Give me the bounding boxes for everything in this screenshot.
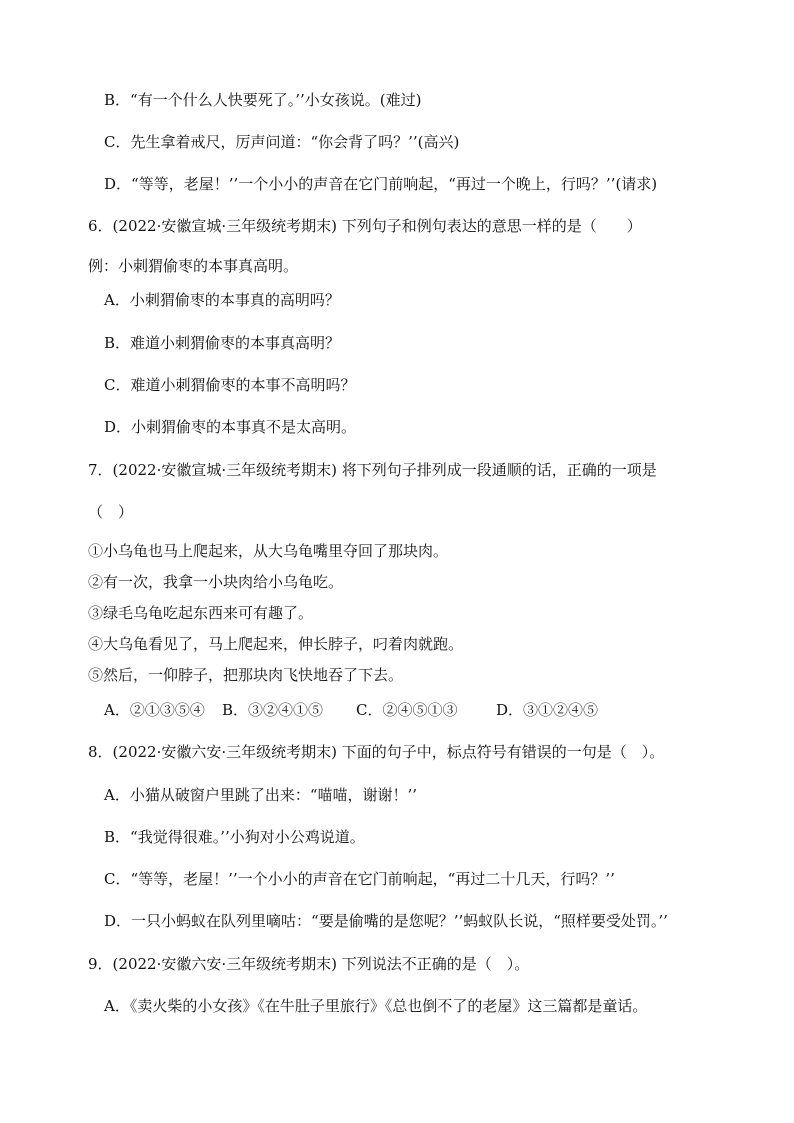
q5-option-c: C．先生拿着戒尺，厉声问道：“你会背了吗？’’(高兴) — [104, 133, 460, 151]
q7-choice-d: D．③①②④⑤ — [496, 701, 599, 719]
q7-stem: 7．(2022·安徽宣城·三年级统考期末) 将下列句子排列成一段通顺的话，正确的一项是 — [88, 461, 657, 479]
q7-choice-a: A．②①③⑤④ — [104, 701, 205, 719]
q7-sentence-3: ③绿毛乌龟吃起东西来可有趣了。 — [88, 604, 314, 622]
q7-sentence-1: ①小乌龟也马上爬起来，从大乌龟嘴里夺回了那块肉。 — [88, 542, 449, 560]
q7-choice-b: B．③②④①⑤ — [222, 701, 324, 719]
q8-option-d: D．一只小蚂蚁在队列里嘀咕：“要是偷嘴的是您呢？’’蚂蚁队长说，“照样要受处罚。’’ — [104, 912, 668, 930]
q8-option-a: A．小猫从破窗户里跳了出来：“喵喵，谢谢！’’ — [104, 786, 418, 804]
q7-choices — [104, 700, 598, 720]
q7-sentence-2: ②有一次，我拿一小块肉给小乌龟吃。 — [88, 573, 344, 591]
q6-option-a: A．小刺猬偷枣的本事真的高明吗？ — [104, 291, 340, 309]
q8-stem: 8．(2022·安徽六安·三年级统考期末) 下面的句子中，标点符号有错误的一句是（ ）。 — [88, 743, 665, 761]
q6-stem: 6．(2022·安徽宣城·三年级统考期末) 下列句子和例句表达的意思一样的是（ ） — [88, 217, 642, 235]
q9-option-a: A．《卖火柴的小女孩》《在牛肚子里旅行》《总也倒不了的老屋》这三篇都是童话。 — [104, 997, 648, 1015]
q5-option-d: D．“等等，老屋！’’一个小小的声音在它门前响起，“再过一个晚上，行吗？’’(请求) — [104, 175, 658, 193]
q6-example: 例：小刺猬偷枣的本事真高明。 — [88, 257, 299, 275]
q8-option-b: B．“我觉得很难。’’小狗对小公鸡说道。 — [104, 828, 365, 846]
q7-choice-c: C．②④⑤①③ — [356, 701, 458, 719]
q8-option-c: C．“等等，老屋！’’一个小小的声音在它门前响起，“再过二十几天，行吗？’’ — [104, 870, 615, 888]
q7-sentence-4: ④大乌龟看见了，马上爬起来，伸长脖子，叼着肉就跑。 — [88, 635, 464, 653]
q5-option-b: B．“有一个什么人快要死了。’’小女孩说。(难过) — [104, 91, 422, 109]
q6-option-b: B．难道小刺猬偷枣的本事真高明？ — [104, 334, 341, 352]
q7-answer-paren: （ ） — [88, 503, 134, 521]
q7-sentence-5: ⑤然后，一仰脖子，把那块肉飞快地吞了下去。 — [88, 666, 404, 684]
q6-option-d: D．小刺猬偷枣的本事真不是太高明。 — [104, 418, 357, 436]
q9-stem: 9．(2022·安徽六安·三年级统考期末) 下列说法不正确的是（ ）。 — [88, 955, 530, 973]
q6-option-c: C．难道小刺猬偷枣的本事不高明吗？ — [104, 376, 356, 394]
